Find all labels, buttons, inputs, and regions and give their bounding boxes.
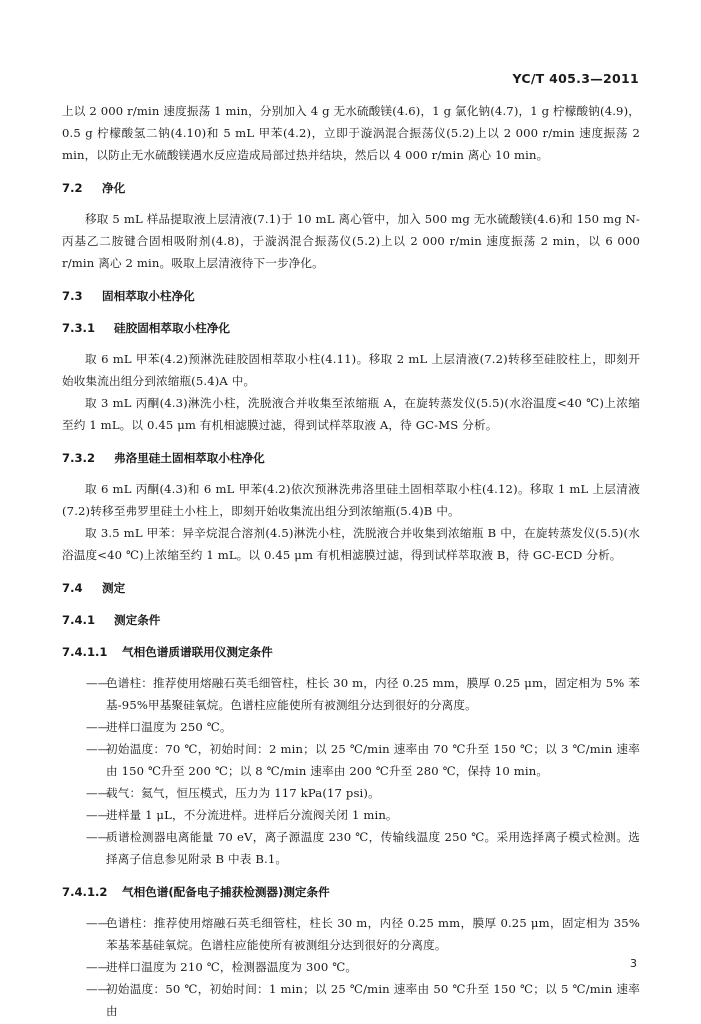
heading-title: 气相色谱质谱联用仪测定条件 [122, 645, 273, 659]
heading-7-3-1 [62, 318, 640, 338]
dash-mark: —— [86, 742, 110, 756]
paragraph-intro: 上以 2 000 r/min 速度振荡 1 min，分别加入 4 g 无水硫酸镁(4.6)，1 g 氯化钠(4.7)，1 g 柠檬酸钠(4.9)，0.5 g 柠檬酸氢二钠(4.10)和 5 mL 甲苯(4.2)，立即于漩涡混合振荡仪(5.2)上以 2 000 r/min 速度振荡 2 min，以防止无水硫酸镁遇水反应造成局部过热并结块，然后以 4 000 r/min 离心 10 min。 [62, 104, 640, 162]
heading-title: 硅胶固相萃取小柱净化 [114, 321, 230, 335]
page-number: 3 [630, 957, 637, 970]
list-item-text: 进样口温度为 250 ℃。 [106, 720, 232, 734]
list-item-text: 初始温度：50 ℃，初始时间：1 min；以 25 ℃/min 速率由 50 ℃升至 150 ℃；以 5 ℃/min 速率由 [106, 982, 640, 1018]
list-item-text: 色谱柱：推荐使用熔融石英毛细管柱，柱长 30 m，内径 0.25 mm，膜厚 0.25 μm，固定相为 5% 苯基-95%甲基聚硅氧烷。色谱柱应能使所有被测组分达到很好的分离度。 [106, 676, 640, 712]
list-item [62, 804, 640, 826]
heading-number: 7.4.1.1 [62, 645, 108, 659]
heading-7-4 [62, 578, 640, 598]
list-item-text: 初始温度：70 ℃，初始时间：2 min；以 25 ℃/min 速率由 70 ℃升至 150 ℃；以 3 ℃/min 速率由 150 ℃升至 200 ℃；以 8 ℃/min 速率由 200 ℃升至 280 ℃，保持 10 min。 [106, 742, 640, 778]
list-item-text: 载气：氦气，恒压模式，压力为 117 kPa(17 psi)。 [106, 786, 380, 800]
heading-number: 7.2 [62, 181, 83, 195]
list-item-text: 色谱柱：推荐使用熔融石英毛细管柱，柱长 30 m，内径 0.25 mm，膜厚 0.25 μm，固定相为 35%苯基苯基硅氧烷。色谱柱应能使所有被测组分达到很好的分离度。 [106, 916, 640, 952]
list-item-text: 质谱检测器电离能量 70 eV，离子源温度 230 ℃，传输线温度 250 ℃。采用选择离子模式检测。选择离子信息参见附录 B 中表 B.1。 [106, 830, 640, 866]
paragraph-7-3-1-a: 取 6 mL 甲苯(4.2)预淋洗硅胶固相萃取小柱(4.11)。移取 2 mL 上层清液(7.2)转移至硅胶柱上，即刻开始收集流出组分到浓缩瓶(5.4)A 中。 [62, 352, 640, 388]
heading-7-4-1-1 [62, 642, 640, 662]
heading-title: 测定 [102, 581, 126, 595]
heading-7-4-1-2 [62, 882, 640, 902]
document-body [62, 100, 640, 1022]
dash-mark: —— [86, 982, 110, 996]
heading-title: 测定条件 [114, 613, 161, 627]
paragraph-7-3-2-a: 取 6 mL 丙酮(4.3)和 6 mL 甲苯(4.2)依次预淋洗弗洛里硅土固相萃取小柱(4.12)。移取 1 mL 上层清液(7.2)转移至弗罗里硅土小柱上，即刻开始收集流出组分到浓缩瓶(5.4)B 中。 [62, 482, 640, 518]
dash-mark: —— [86, 916, 110, 930]
heading-7-2 [62, 178, 640, 198]
list-item [62, 738, 640, 782]
heading-number: 7.4.1.2 [62, 885, 108, 899]
dash-mark: —— [86, 676, 110, 690]
heading-number: 7.3.1 [62, 321, 96, 335]
heading-title: 弗洛里硅土固相萃取小柱净化 [114, 451, 265, 465]
list-item-text: 进样口温度为 210 ℃，检测器温度为 300 ℃。 [106, 960, 358, 974]
dash-mark: —— [86, 720, 110, 734]
heading-7-4-1 [62, 610, 640, 630]
heading-7-3 [62, 286, 640, 306]
list-item [62, 978, 640, 1022]
heading-number: 7.3 [62, 289, 83, 303]
dash-mark: —— [86, 830, 110, 844]
list-item-text: 进样量 1 μL，不分流进样。进样后分流阀关闭 1 min。 [106, 808, 398, 822]
dash-mark: —— [86, 786, 110, 800]
list-item [62, 956, 640, 978]
dash-mark: —— [86, 960, 110, 974]
list-item [62, 672, 640, 716]
list-item [62, 826, 640, 870]
standard-code: YC/T 405.3—2011 [512, 71, 639, 86]
list-item [62, 782, 640, 804]
heading-number: 7.4 [62, 581, 83, 595]
paragraph-7-3-1-b: 取 3 mL 丙酮(4.3)淋洗小柱，洗脱液合并收集至浓缩瓶 A，在旋转蒸发仪(5.5)(水浴温度<40 ℃)上浓缩至约 1 mL。以 0.45 μm 有机相滤膜过滤，得到试样萃取液 A，待 GC-MS 分析。 [62, 396, 640, 432]
paragraph-7-3-2-b: 取 3.5 mL 甲苯：异辛烷混合溶剂(4.5)淋洗小柱，洗脱液合并收集到浓缩瓶 B 中，在旋转蒸发仪(5.5)(水浴温度<40 ℃)上浓缩至约 1 mL。以 0.45 μm 有机相滤膜过滤，得到试样萃取液 B，待 GC-ECD 分析。 [62, 526, 640, 562]
heading-title: 固相萃取小柱净化 [102, 289, 195, 303]
heading-number: 7.3.2 [62, 451, 96, 465]
heading-title: 净化 [102, 181, 126, 195]
heading-title: 气相色谱(配备电子捕获检测器)测定条件 [122, 885, 330, 899]
list-item [62, 716, 640, 738]
list-item [62, 912, 640, 956]
paragraph-7-2: 移取 5 mL 样品提取液上层清液(7.1)于 10 mL 离心管中，加入 500 mg 无水硫酸镁(4.6)和 150 mg N-丙基乙二胺键合固相吸附剂(4.8)，于漩涡混合振荡仪(5.2)上以 2 000 r/min 速度振荡 2 min，以 6 000 r/min 离心 2 min。吸取上层清液待下一步净化。 [62, 212, 640, 270]
heading-number: 7.4.1 [62, 613, 96, 627]
heading-7-3-2 [62, 448, 640, 468]
dash-mark: —— [86, 808, 110, 822]
